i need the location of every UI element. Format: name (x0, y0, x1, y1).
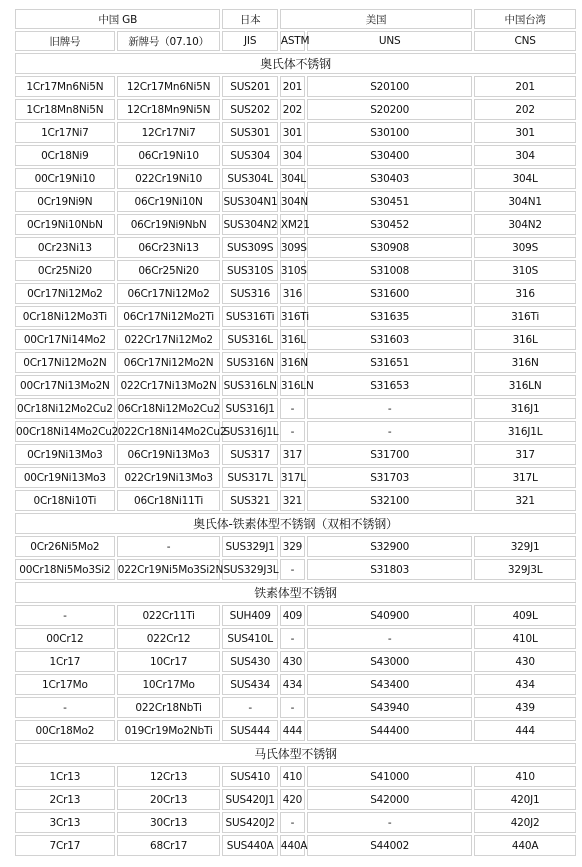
new-grade-cell: 022Cr18NbTi (117, 697, 221, 718)
uns-cell: S31703 (307, 467, 472, 488)
steel-grade-table-container (13, 7, 578, 858)
uns-cell: S31700 (307, 444, 472, 465)
table-row (15, 628, 576, 649)
astm-cell: 316LN (280, 375, 305, 396)
astm-cell: 304N (280, 191, 305, 212)
uns-cell: S44002 (307, 835, 472, 856)
astm-cell: 410 (280, 766, 305, 787)
cns-cell: 304 (474, 145, 576, 166)
section-row (15, 513, 576, 534)
header-old-grade: 旧牌号 (15, 31, 115, 51)
old-grade-cell: 7Cr17 (15, 835, 115, 856)
old-grade-cell: 00Cr18Mo2 (15, 720, 115, 741)
cns-cell: 316N (474, 352, 576, 373)
old-grade-cell: 0Cr23Ni13 (15, 237, 115, 258)
uns-cell: - (307, 421, 472, 442)
old-grade-cell: 0Cr19Ni9N (15, 191, 115, 212)
uns-cell: - (307, 398, 472, 419)
cns-cell: 317 (474, 444, 576, 465)
astm-cell: 430 (280, 651, 305, 672)
old-grade-cell: 1Cr18Mn8Ni5N (15, 99, 115, 120)
old-grade-cell: 0Cr26Ni5Mo2 (15, 536, 115, 557)
cns-cell: 439 (474, 697, 576, 718)
astm-cell: - (280, 559, 305, 580)
table-row (15, 444, 576, 465)
new-grade-cell: 20Cr13 (117, 789, 221, 810)
cns-cell: 201 (474, 76, 576, 97)
jis-cell: SUS420J1 (222, 789, 277, 810)
old-grade-cell: 0Cr25Ni20 (15, 260, 115, 281)
astm-cell: - (280, 628, 305, 649)
jis-cell: SUS420J2 (222, 812, 277, 833)
uns-cell: S31651 (307, 352, 472, 373)
table-row (15, 306, 576, 327)
section-title: 奥氏体-铁素体型不锈钢（双相不锈钢） (15, 513, 576, 534)
uns-cell: S31635 (307, 306, 472, 327)
header-china-gb: 中国 GB (15, 9, 220, 29)
header-taiwan: 中国台湾 (474, 9, 576, 29)
cns-cell: 321 (474, 490, 576, 511)
new-grade-cell: 022Cr17Ni13Mo2N (117, 375, 221, 396)
old-grade-cell: 0Cr18Ni12Mo3Ti (15, 306, 115, 327)
jis-cell: SUS316J1 (222, 398, 277, 419)
old-grade-cell: 2Cr13 (15, 789, 115, 810)
old-grade-cell: 00Cr12 (15, 628, 115, 649)
new-grade-cell: 10Cr17 (117, 651, 221, 672)
table-row (15, 467, 576, 488)
uns-cell: - (307, 628, 472, 649)
new-grade-cell: 022Cr11Ti (117, 605, 221, 626)
table-row (15, 237, 576, 258)
table-row (15, 283, 576, 304)
table-row (15, 375, 576, 396)
table-row (15, 835, 576, 856)
cns-cell: 420J2 (474, 812, 576, 833)
new-grade-cell: 06Cr23Ni13 (117, 237, 221, 258)
cns-cell: 316J1L (474, 421, 576, 442)
new-grade-cell: 06Cr19Ni9NbN (117, 214, 221, 235)
uns-cell: S30452 (307, 214, 472, 235)
astm-cell: 409 (280, 605, 305, 626)
astm-cell: 434 (280, 674, 305, 695)
uns-cell: S30403 (307, 168, 472, 189)
table-row (15, 536, 576, 557)
uns-cell: S31008 (307, 260, 472, 281)
jis-cell: SUS316L (222, 329, 277, 350)
section-title: 奥氏体不锈钢 (15, 53, 576, 74)
table-row (15, 122, 576, 143)
uns-cell: S40900 (307, 605, 472, 626)
astm-cell: 316Ti (280, 306, 305, 327)
table-row (15, 490, 576, 511)
header-usa: 美国 (280, 9, 472, 29)
astm-cell: 321 (280, 490, 305, 511)
header-row-top (15, 9, 576, 29)
old-grade-cell: 0Cr18Ni10Ti (15, 490, 115, 511)
table-row (15, 398, 576, 419)
table-row (15, 559, 576, 580)
table-row (15, 260, 576, 281)
old-grade-cell: 0Cr18Ni9 (15, 145, 115, 166)
table-row (15, 766, 576, 787)
header-jis: JIS (222, 31, 277, 51)
section-title: 马氏体型不锈钢 (15, 743, 576, 764)
astm-cell: 316 (280, 283, 305, 304)
jis-cell: SUS444 (222, 720, 277, 741)
uns-cell: S31653 (307, 375, 472, 396)
uns-cell: S41000 (307, 766, 472, 787)
old-grade-cell: 0Cr19Ni13Mo3 (15, 444, 115, 465)
uns-cell: S30100 (307, 122, 472, 143)
table-row (15, 76, 576, 97)
old-grade-cell: 00Cr18Ni5Mo3Si2 (15, 559, 115, 580)
astm-cell: - (280, 812, 305, 833)
new-grade-cell: 06Cr25Ni20 (117, 260, 221, 281)
table-row (15, 789, 576, 810)
new-grade-cell: 022Cr18Ni14Mo2Cu2 (117, 421, 221, 442)
old-grade-cell: 1Cr17Ni7 (15, 122, 115, 143)
jis-cell: SUS304 (222, 145, 277, 166)
jis-cell: SUS304L (222, 168, 277, 189)
uns-cell: S30451 (307, 191, 472, 212)
astm-cell: 310S (280, 260, 305, 281)
table-row (15, 99, 576, 120)
cns-cell: 410L (474, 628, 576, 649)
new-grade-cell: 12Cr17Mn6Ni5N (117, 76, 221, 97)
uns-cell: S20200 (307, 99, 472, 120)
uns-cell: S31603 (307, 329, 472, 350)
jis-cell: SUS201 (222, 76, 277, 97)
cns-cell: 202 (474, 99, 576, 120)
uns-cell: - (307, 812, 472, 833)
header-japan: 日本 (222, 9, 277, 29)
astm-cell: 202 (280, 99, 305, 120)
jis-cell: SUS316 (222, 283, 277, 304)
table-row (15, 168, 576, 189)
section-row (15, 743, 576, 764)
table-row (15, 697, 576, 718)
steel-grade-table (13, 7, 578, 858)
table-row (15, 352, 576, 373)
cns-cell: 316J1 (474, 398, 576, 419)
table-row (15, 214, 576, 235)
jis-cell: SUS430 (222, 651, 277, 672)
uns-cell: S31803 (307, 559, 472, 580)
jis-cell: SUS321 (222, 490, 277, 511)
jis-cell: SUS410L (222, 628, 277, 649)
header-new-grade: 新牌号（07.10） (117, 31, 221, 51)
old-grade-cell: 00Cr19Ni10 (15, 168, 115, 189)
table-row (15, 191, 576, 212)
cns-cell: 304L (474, 168, 576, 189)
old-grade-cell: 1Cr17 (15, 651, 115, 672)
table-row (15, 812, 576, 833)
uns-cell: S32100 (307, 490, 472, 511)
uns-cell: S43000 (307, 651, 472, 672)
new-grade-cell: 06Cr17Ni12Mo2Ti (117, 306, 221, 327)
jis-cell: - (222, 697, 277, 718)
jis-cell: SUS440A (222, 835, 277, 856)
astm-cell: 316L (280, 329, 305, 350)
table-row (15, 720, 576, 741)
cns-cell: 316Ti (474, 306, 576, 327)
astm-cell: XM21 (280, 214, 305, 235)
header-row-bottom (15, 31, 576, 51)
cns-cell: 309S (474, 237, 576, 258)
uns-cell: S43940 (307, 697, 472, 718)
table-row (15, 674, 576, 695)
jis-cell: SUS329J3L (222, 559, 277, 580)
astm-cell: 329 (280, 536, 305, 557)
jis-cell: SUS301 (222, 122, 277, 143)
jis-cell: SUS316J1L (222, 421, 277, 442)
old-grade-cell: 1Cr17Mn6Ni5N (15, 76, 115, 97)
jis-cell: SUS434 (222, 674, 277, 695)
new-grade-cell: 10Cr17Mo (117, 674, 221, 695)
old-grade-cell: 1Cr13 (15, 766, 115, 787)
section-row (15, 582, 576, 603)
astm-cell: 304L (280, 168, 305, 189)
header-cns: CNS (474, 31, 576, 51)
new-grade-cell: 30Cr13 (117, 812, 221, 833)
new-grade-cell: 022Cr12 (117, 628, 221, 649)
jis-cell: SUS202 (222, 99, 277, 120)
new-grade-cell: 019Cr19Mo2NbTi (117, 720, 221, 741)
jis-cell: SUH409 (222, 605, 277, 626)
table-row (15, 145, 576, 166)
new-grade-cell: 06Cr17Ni12Mo2 (117, 283, 221, 304)
table-body (15, 9, 576, 856)
jis-cell: SUS410 (222, 766, 277, 787)
section-row (15, 53, 576, 74)
old-grade-cell: 1Cr17Mo (15, 674, 115, 695)
old-grade-cell: 00Cr17Ni14Mo2 (15, 329, 115, 350)
cns-cell: 410 (474, 766, 576, 787)
uns-cell: S43400 (307, 674, 472, 695)
cns-cell: 430 (474, 651, 576, 672)
astm-cell: - (280, 421, 305, 442)
cns-cell: 304N1 (474, 191, 576, 212)
astm-cell: 201 (280, 76, 305, 97)
header-astm: ASTM (280, 31, 305, 51)
astm-cell: 444 (280, 720, 305, 741)
cns-cell: 329J3L (474, 559, 576, 580)
cns-cell: 316L (474, 329, 576, 350)
astm-cell: - (280, 398, 305, 419)
cns-cell: 316 (474, 283, 576, 304)
table-row (15, 651, 576, 672)
new-grade-cell: 06Cr19Ni10N (117, 191, 221, 212)
new-grade-cell: 06Cr17Ni12Mo2N (117, 352, 221, 373)
new-grade-cell: 12Cr17Ni7 (117, 122, 221, 143)
old-grade-cell: 00Cr18Ni14Mo2Cu2 (15, 421, 115, 442)
new-grade-cell: 68Cr17 (117, 835, 221, 856)
cns-cell: 316LN (474, 375, 576, 396)
jis-cell: SUS304N1 (222, 191, 277, 212)
uns-cell: S30908 (307, 237, 472, 258)
new-grade-cell: 022Cr19Ni10 (117, 168, 221, 189)
section-title: 铁素体型不锈钢 (15, 582, 576, 603)
astm-cell: 317L (280, 467, 305, 488)
cns-cell: 420J1 (474, 789, 576, 810)
jis-cell: SUS329J1 (222, 536, 277, 557)
old-grade-cell: 00Cr17Ni13Mo2N (15, 375, 115, 396)
old-grade-cell: - (15, 605, 115, 626)
astm-cell: 317 (280, 444, 305, 465)
cns-cell: 444 (474, 720, 576, 741)
new-grade-cell: 12Cr18Mn9Ni5N (117, 99, 221, 120)
jis-cell: SUS316Ti (222, 306, 277, 327)
old-grade-cell: - (15, 697, 115, 718)
cns-cell: 304N2 (474, 214, 576, 235)
cns-cell: 434 (474, 674, 576, 695)
astm-cell: 309S (280, 237, 305, 258)
table-row (15, 329, 576, 350)
old-grade-cell: 0Cr17Ni12Mo2 (15, 283, 115, 304)
astm-cell: 301 (280, 122, 305, 143)
jis-cell: SUS316LN (222, 375, 277, 396)
jis-cell: SUS310S (222, 260, 277, 281)
old-grade-cell: 3Cr13 (15, 812, 115, 833)
jis-cell: SUS317 (222, 444, 277, 465)
new-grade-cell: 06Cr18Ni11Ti (117, 490, 221, 511)
uns-cell: S44400 (307, 720, 472, 741)
uns-cell: S42000 (307, 789, 472, 810)
cns-cell: 317L (474, 467, 576, 488)
old-grade-cell: 0Cr18Ni12Mo2Cu2 (15, 398, 115, 419)
uns-cell: S31600 (307, 283, 472, 304)
cns-cell: 440A (474, 835, 576, 856)
astm-cell: 440A (280, 835, 305, 856)
new-grade-cell: 12Cr13 (117, 766, 221, 787)
cns-cell: 310S (474, 260, 576, 281)
new-grade-cell: 022Cr19Ni13Mo3 (117, 467, 221, 488)
table-row (15, 421, 576, 442)
new-grade-cell: 022Cr17Ni12Mo2 (117, 329, 221, 350)
cns-cell: 301 (474, 122, 576, 143)
jis-cell: SUS309S (222, 237, 277, 258)
jis-cell: SUS316N (222, 352, 277, 373)
new-grade-cell: 06Cr19Ni10 (117, 145, 221, 166)
new-grade-cell: 022Cr19Ni5Mo3Si2N (117, 559, 221, 580)
astm-cell: 304 (280, 145, 305, 166)
astm-cell: 420 (280, 789, 305, 810)
uns-cell: S32900 (307, 536, 472, 557)
old-grade-cell: 0Cr19Ni10NbN (15, 214, 115, 235)
jis-cell: SUS304N2 (222, 214, 277, 235)
cns-cell: 409L (474, 605, 576, 626)
astm-cell: - (280, 697, 305, 718)
header-uns: UNS (307, 31, 472, 51)
old-grade-cell: 00Cr19Ni13Mo3 (15, 467, 115, 488)
old-grade-cell: 0Cr17Ni12Mo2N (15, 352, 115, 373)
uns-cell: S30400 (307, 145, 472, 166)
uns-cell: S20100 (307, 76, 472, 97)
new-grade-cell: 06Cr18Ni12Mo2Cu2 (117, 398, 221, 419)
cns-cell: 329J1 (474, 536, 576, 557)
new-grade-cell: - (117, 536, 221, 557)
new-grade-cell: 06Cr19Ni13Mo3 (117, 444, 221, 465)
jis-cell: SUS317L (222, 467, 277, 488)
table-row (15, 605, 576, 626)
astm-cell: 316N (280, 352, 305, 373)
